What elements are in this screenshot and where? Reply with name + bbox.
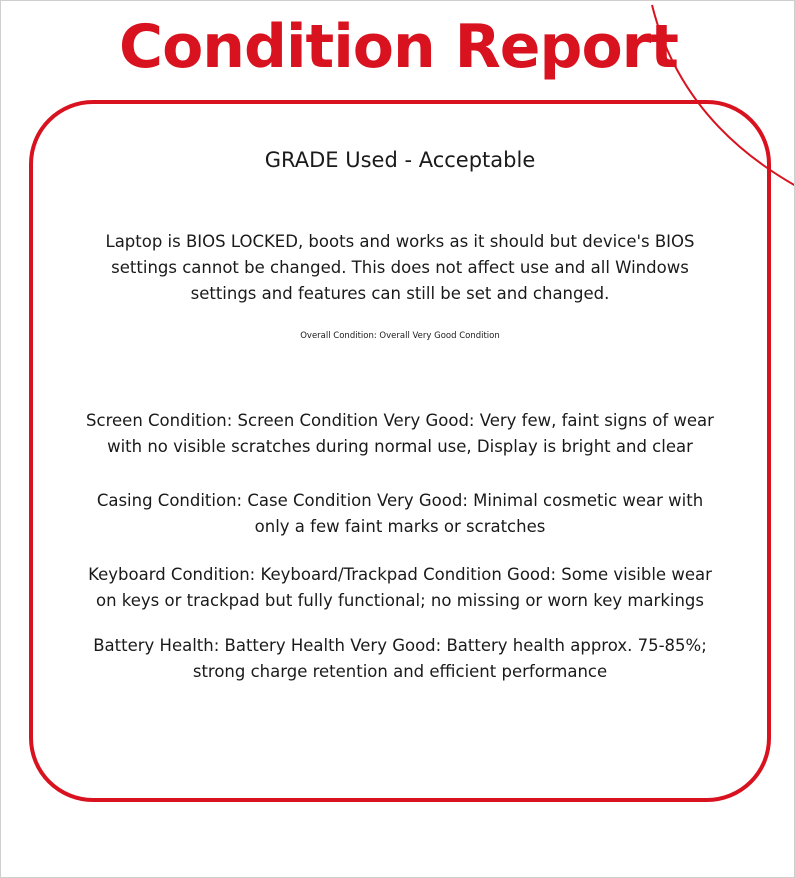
screen-condition — [29, 408, 771, 460]
casing-condition-line: Casing Condition: Case Condition Very Good: Minimal cosmetic wear with — [96, 491, 704, 510]
bios-note-line: settings and features can still be set and changed. — [190, 284, 610, 303]
grade-heading: GRADE Used - Acceptable — [264, 148, 536, 172]
keyboard-condition-line: Keyboard Condition: Keyboard/Trackpad Condition Good: Some visible wear — [88, 565, 712, 584]
screen-condition-line: Screen Condition: Screen Condition Very Good: Very few, faint signs of wear — [86, 411, 714, 430]
battery-health-line: Battery Health: Battery Health Very Good: Battery health approx. 75-85%; — [93, 636, 707, 655]
bios-note-line: Laptop is BIOS LOCKED, boots and works as it should but device's BIOS — [105, 232, 695, 251]
casing-condition-line: only a few faint marks or scratches — [254, 517, 546, 536]
battery-health-line: strong charge retention and efficient performance — [192, 662, 608, 681]
screen-condition-line: with no visible scratches during normal use, Display is bright and clear — [107, 437, 693, 456]
page-title: Condition Report — [119, 12, 678, 82]
bios-note — [29, 229, 771, 307]
casing-condition — [29, 488, 771, 540]
keyboard-condition-line: on keys or trackpad but fully functional; no missing or worn key markings — [95, 591, 704, 610]
keyboard-condition — [29, 562, 771, 614]
overall-condition: Overall Condition: Overall Very Good Condition — [300, 331, 500, 341]
battery-health — [29, 633, 771, 685]
bios-note-line: settings cannot be changed. This does not affect use and all Windows — [111, 258, 689, 277]
